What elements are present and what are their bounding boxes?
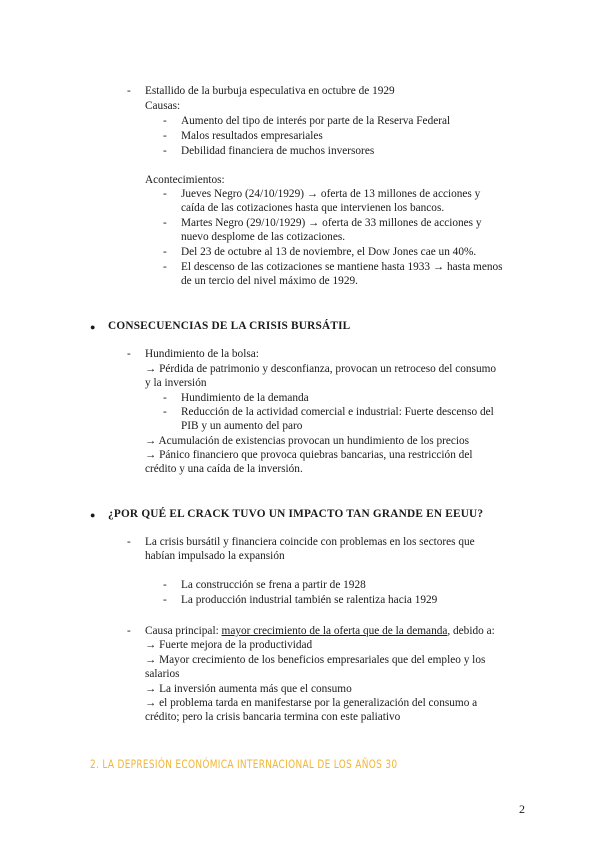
- list-dash: -: [163, 261, 167, 273]
- arrow-line: → La inversión aumenta más que el consumo: [145, 683, 352, 695]
- list-dash: -: [127, 625, 131, 637]
- list-dash: -: [163, 246, 167, 258]
- event-item: Jueves Negro (24/10/1929) → oferta de 13 millones de acciones y: [181, 188, 481, 200]
- arrow-line-cont: salarios: [145, 668, 180, 680]
- section-heading: CONSECUENCIAS DE LA CRISIS BURSÁTIL: [108, 320, 351, 332]
- list-dash: -: [163, 145, 167, 157]
- cause-item: Malos resultados empresariales: [181, 130, 323, 142]
- causes-label: Causas:: [145, 100, 181, 112]
- event-item: Martes Negro (29/10/1929) → oferta de 33 millones de acciones y: [181, 217, 482, 229]
- main-cause-prefix: Causa principal:: [145, 625, 222, 637]
- arrow-line: → Acumulación de existencias provocan un hundimiento de los precios: [145, 435, 470, 447]
- event-item-cont: caída de las cotizaciones hasta que intervienen los bancos.: [181, 202, 445, 214]
- arrow-line-cont: y la inversión: [145, 377, 207, 389]
- arrow-line: → Pérdida de patrimonio y desconfianza, provocan un retroceso del consumo: [145, 363, 497, 375]
- list-dash: -: [163, 115, 167, 127]
- bullet-icon: ●: [90, 510, 96, 520]
- cause-item: Debilidad financiera de muchos inversores: [181, 145, 375, 157]
- consequence-subitem-cont: PIB y un aumento del paro: [181, 420, 303, 432]
- main-cause: [145, 624, 495, 639]
- arrow-line-cont: crédito; pero la crisis bancaria termina con este paliativo: [145, 711, 401, 723]
- arrow-line: → Fuerte mejora de la productividad: [145, 639, 313, 651]
- page-number: 2: [519, 802, 525, 816]
- section-heading: ¿POR QUÉ EL CRACK TUVO UN IMPACTO TAN GRANDE EN EEUU?: [108, 508, 484, 520]
- list-dash: -: [163, 130, 167, 142]
- main-cause-suffix: , debido a:: [447, 625, 495, 637]
- cause-item: Aumento del tipo de interés por parte de la Reserva Federal: [181, 115, 451, 127]
- list-dash: -: [163, 217, 167, 229]
- event-item-cont: nuevo desplome de las cotizaciones.: [181, 231, 346, 243]
- arrow-line: → Pánico financiero que provoca quiebras bancarias, una restricción del: [145, 449, 473, 461]
- crash-title: Estallido de la burbuja especulativa en octubre de 1929: [145, 85, 395, 97]
- event-item: El descenso de las cotizaciones se mantiene hasta 1933 → hasta menos: [181, 261, 503, 273]
- list-dash: -: [127, 536, 131, 548]
- consequence-title: Hundimiento de la bolsa:: [145, 348, 259, 360]
- consequence-subitem: Reducción de la actividad comercial e industrial: Fuerte descenso del: [181, 406, 494, 418]
- list-dash: -: [127, 85, 131, 97]
- list-dash: -: [127, 348, 131, 360]
- event-item: Del 23 de octubre al 13 de noviembre, el Dow Jones cae un 40%.: [181, 246, 477, 258]
- event-item-cont: de un tercio del nivel máximo de 1929.: [181, 275, 358, 287]
- section2-title: 2. LA DEPRESIÓN ECONÓMICA INTERNACIONAL DE LOS AÑOS 30: [90, 757, 398, 771]
- reason-item-cont: habían impulsado la expansión: [145, 550, 285, 562]
- consequence-subitem: Hundimiento de la demanda: [181, 392, 309, 404]
- reason-item: La crisis bursátil y financiera coincide con problemas en los sectores que: [145, 536, 475, 548]
- list-dash: -: [163, 579, 167, 591]
- bullet-icon: ●: [90, 322, 96, 332]
- arrow-line-cont: crédito y una caída de la inversión.: [145, 463, 303, 475]
- reason-subitem: La producción industrial también se ralentiza hacia 1929: [181, 594, 438, 606]
- arrow-line: → Mayor crecimiento de los beneficios empresariales que del empleo y los: [145, 654, 486, 666]
- events-label: Acontecimientos:: [145, 174, 225, 186]
- list-dash: -: [163, 406, 167, 418]
- list-dash: -: [163, 188, 167, 200]
- reason-subitem: La construcción se frena a partir de 1928: [181, 579, 366, 591]
- list-dash: -: [163, 594, 167, 606]
- list-dash: -: [163, 392, 167, 404]
- main-cause-underlined: mayor crecimiento de la oferta que de la demanda: [221, 625, 448, 637]
- arrow-line: → el problema tarda en manifestarse por la generalización del consumo a: [145, 697, 478, 709]
